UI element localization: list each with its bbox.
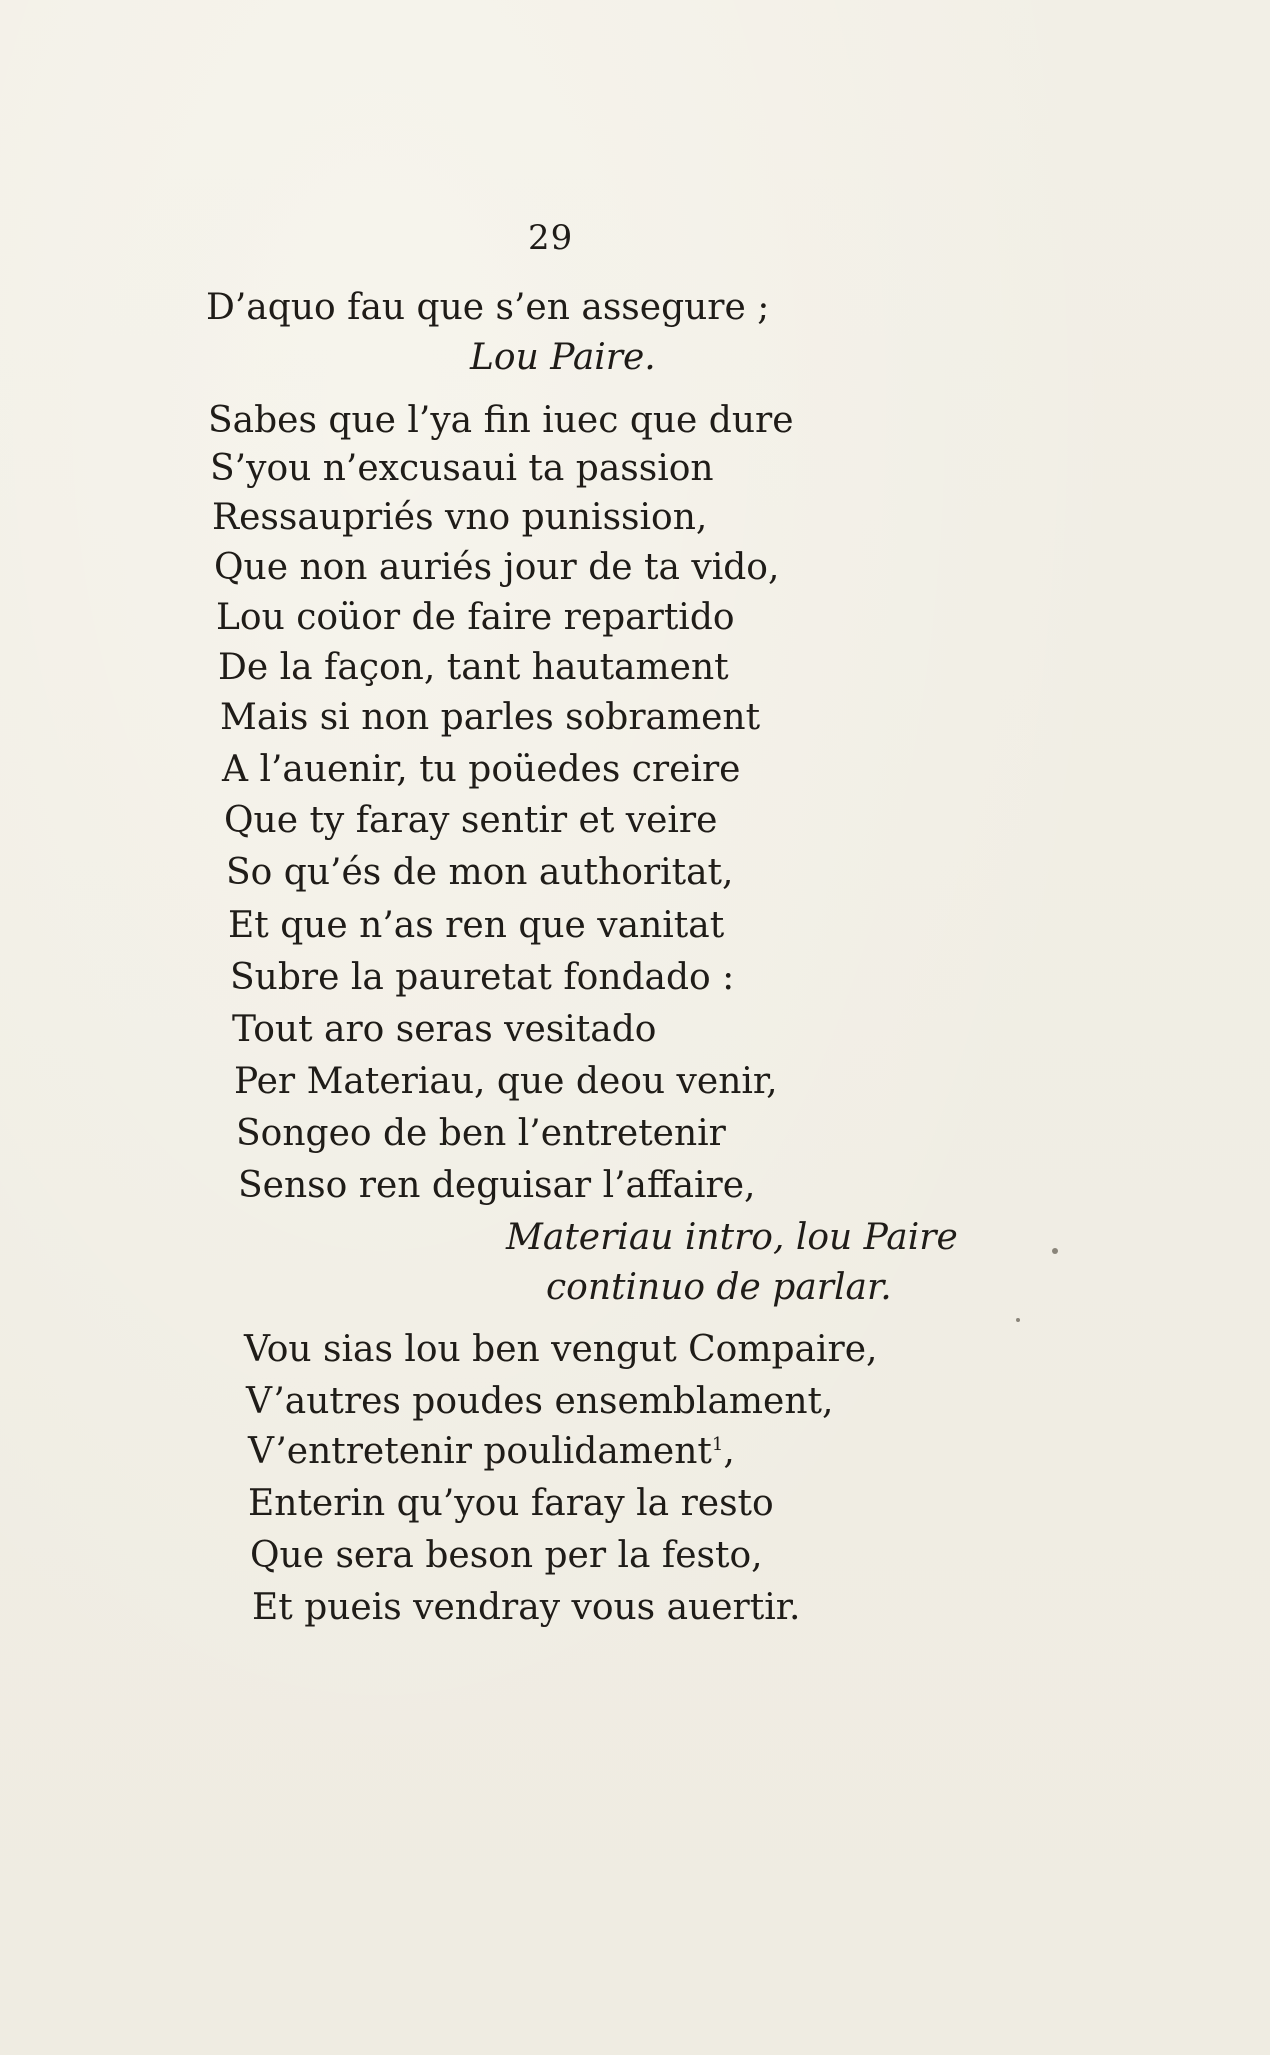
verse-line: Sabes que l’ya fin iuec que dure — [208, 400, 794, 441]
verse-line: Vou sias lou ben vengut Compaire, — [244, 1329, 878, 1370]
verse-line: Mais si non parles sobrament — [220, 697, 761, 738]
verse-line: Enterin qu’you faray la resto — [248, 1483, 774, 1524]
verse-text: V’entretenir poulidament — [248, 1431, 712, 1472]
verse-line: So qu’és de mon authoritat, — [226, 852, 734, 893]
verse-line: Que ty faray sentir et veire — [224, 800, 718, 841]
verse-line: Tout aro seras vesitado — [232, 1009, 657, 1050]
verse-line: Et pueis vendray vous auertir. — [252, 1587, 801, 1628]
footnote-marker: 1 — [711, 1434, 724, 1455]
verse-line: D’aquo fau que s’en assegure ; — [206, 287, 770, 328]
paper-speck — [1016, 1318, 1020, 1322]
verse-line: Subre la pauretat fondado : — [230, 957, 735, 998]
verse-line: Songeo de ben l’entretenir — [236, 1113, 726, 1154]
verse-line: Per Materiau, que deou venir, — [234, 1061, 778, 1102]
page-number: 29 — [528, 218, 574, 258]
stage-direction: continuo de parlar. — [546, 1267, 892, 1308]
verse-line: Que non auriés jour de ta vido, — [214, 547, 780, 588]
verse-line: V’autres poudes ensemblament, — [246, 1381, 834, 1422]
stage-direction: Materiau intro, lou Paire — [506, 1217, 958, 1258]
verse-line: Lou coüor de faire repartido — [216, 597, 735, 638]
verse-line: Senso ren deguisar l’affaire, — [238, 1165, 756, 1206]
verse-line: Que sera beson per la festo, — [250, 1535, 763, 1576]
verse-line: De la façon, tant hautament — [218, 647, 729, 688]
verse-line: S’you n’excusaui ta passion — [210, 448, 714, 489]
verse-line: Et que n’as ren que vanitat — [228, 905, 725, 946]
paper-speck — [1052, 1248, 1058, 1254]
verse-line: A l’auenir, tu poüedes creire — [222, 749, 741, 790]
verse-line: V’entretenir poulidament$^1$, — [248, 1431, 735, 1472]
verse-line: Ressaupriés vno punission, — [212, 497, 708, 538]
speaker-name: Lou Paire. — [470, 337, 656, 378]
